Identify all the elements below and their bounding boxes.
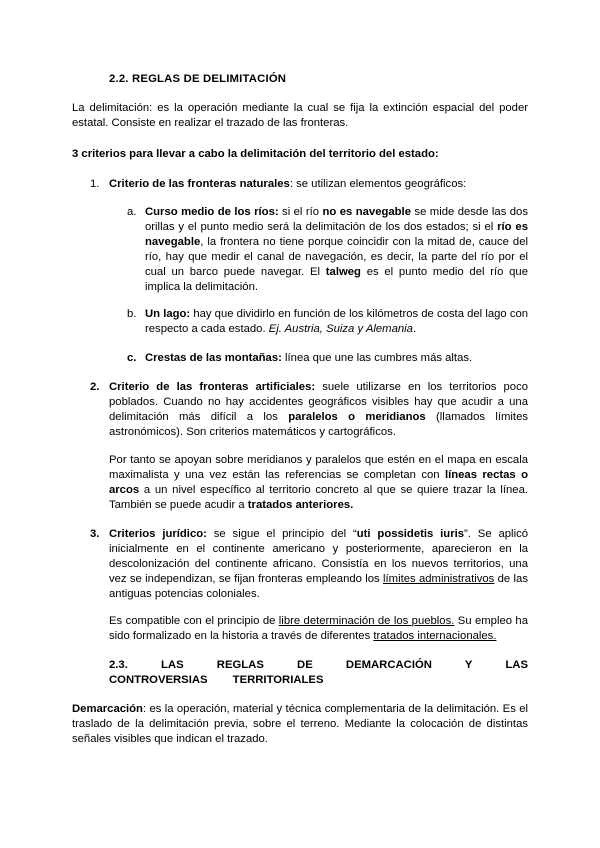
criterion-1-text: : se utilizan elementos geográficos:: [289, 178, 467, 190]
criterion-1-c: [145, 351, 529, 366]
list-letter-a: a.: [127, 206, 137, 218]
criterion-2-text-2: (llamados límites astronómicos). Son criterios matemáticos y cartográficos.: [109, 411, 528, 438]
criterion-1-a: [145, 205, 528, 295]
criterion-3-p2-underlined-1: libre determinación de los pueblos.: [278, 615, 455, 627]
criterion-3-paragraph-2: [109, 614, 528, 644]
criterion-3: [109, 527, 528, 602]
section-heading-2-2: 2.2. REGLAS DE DELIMITACIÓN: [109, 73, 287, 85]
criterion-1-b-text-2: .: [412, 323, 417, 335]
criterion-3-underlined: límites administrativos: [383, 573, 495, 585]
criterion-3-p2-text-2: Su empleo ha sido formalizado en la historia a través de diferentes: [109, 615, 528, 642]
criterion-2-p2-text-1: Por tanto se apoyan sobre meridianos y paralelos que estén en el mapa en escala maximalista y una vez están las referencias se completan con: [109, 454, 528, 481]
criterion-3-text-3: de las antiguas potencias coloniales.: [109, 573, 528, 600]
intro-paragraph: La delimitación: es la operación mediante la cual se fija la extinción espacial del poder estatal. Consiste en realizar el trazado de las fronteras.: [72, 102, 528, 129]
criterion-2-text-1: suele utilizarse en los territorios poco poblados. Cuando no hay accidentes geográficos visibles hay que acudir a una delimitación más difícil a los: [109, 381, 528, 423]
criteria-heading: 3 criterios para llevar a cabo la delimitación del territorio del estado:: [72, 148, 439, 160]
criterion-1: [109, 177, 529, 192]
criterion-2-p2-bold-2: tratados anteriores.: [247, 499, 354, 511]
list-letter-b: b.: [127, 308, 137, 320]
list-number-1: 1.: [90, 178, 100, 190]
criterion-2-title: Criterio de las fronteras artificiales:: [109, 381, 316, 393]
demarcacion-paragraph: [72, 702, 528, 747]
criterion-1-b-title: Un lago:: [145, 308, 191, 320]
criterion-1-b-example: Ej. Austria, Suiza y Alemania: [268, 323, 413, 335]
criterion-1-c-text: línea que une las cumbres más altas.: [281, 352, 473, 364]
criterion-2-bold: paralelos o meridianos: [288, 411, 426, 423]
criterion-3-p2-underlined-2: tratados internacionales.: [373, 630, 497, 642]
criterion-1-a-bold-3: talweg: [325, 266, 361, 278]
demarcacion-term: Demarcación: [72, 703, 143, 715]
criterion-2-p2-text-2: a un nivel específico al territorio concreto al que se quiere trazar la línea. También se puede acudir a: [109, 484, 528, 511]
criterion-2-p2-bold-1: líneas rectas o arcos: [109, 469, 528, 496]
criterion-1-b: [145, 307, 529, 337]
list-number-2: 2.: [90, 381, 100, 393]
criterion-1-a-title: Curso medio de los ríos:: [145, 206, 279, 218]
section-heading-2-3: 2.3. LAS REGLAS DE DEMARCACIÓN Y LAS CONTROVERSIAS TERRITORIALES: [109, 659, 528, 686]
criterion-1-a-text-3: , la frontera no tiene porque coincidir con la mitad de, cauce del río, hay que medir el canal de navegación, es decir, la parte del río por el cual un barco puede navegar. El: [145, 236, 528, 278]
criterion-1-c-title: Crestas de las montañas:: [145, 352, 282, 364]
criterion-3-p2-text-1: Es compatible con el principio de: [109, 615, 279, 627]
criterion-1-a-text-4: es el punto medio del río que implica la delimitación.: [145, 266, 528, 293]
list-letter-c: c.: [127, 352, 137, 364]
criterion-1-title: Criterio de las fronteras naturales: [109, 178, 290, 190]
demarcacion-text: : es la operación, material y técnica complementaria de la delimitación. Es el traslado de la delimitación previa, sobre el terreno. Mediante la colocación de distintas señales visibles que indican el trazado.: [72, 703, 528, 745]
list-number-3: 3.: [90, 528, 100, 540]
criterion-3-text-1: se sigue el principio del “: [206, 528, 357, 540]
criterion-3-text-2: ”. Se aplicó inicialmente en el continente americano y posteriormente, aparecieron en la descolonización del continente africano. Consistía en los nuevos territorios, una vez se independizan, se fijan fronteras empleando los: [109, 528, 529, 585]
criterion-1-b-text-1: hay que dividirlo en función de los kilómetros de costa del lago con respecto a cada estado.: [145, 308, 529, 335]
criterion-3-bold: uti possidetis iuris: [356, 528, 465, 540]
criterion-1-a-text-2: se mide desde las dos orillas y el punto medio será la delimitación de los dos estados; si el: [145, 206, 528, 233]
criterion-2: [109, 380, 528, 440]
criterion-3-title: Criterios jurídico:: [109, 528, 207, 540]
criterion-2-paragraph-2: [109, 453, 528, 513]
criterion-1-a-bold-2: río es navegable: [145, 221, 528, 248]
criterion-1-a-text-1: si el río: [278, 206, 323, 218]
criterion-1-a-bold-1: no es navegable: [322, 206, 411, 218]
